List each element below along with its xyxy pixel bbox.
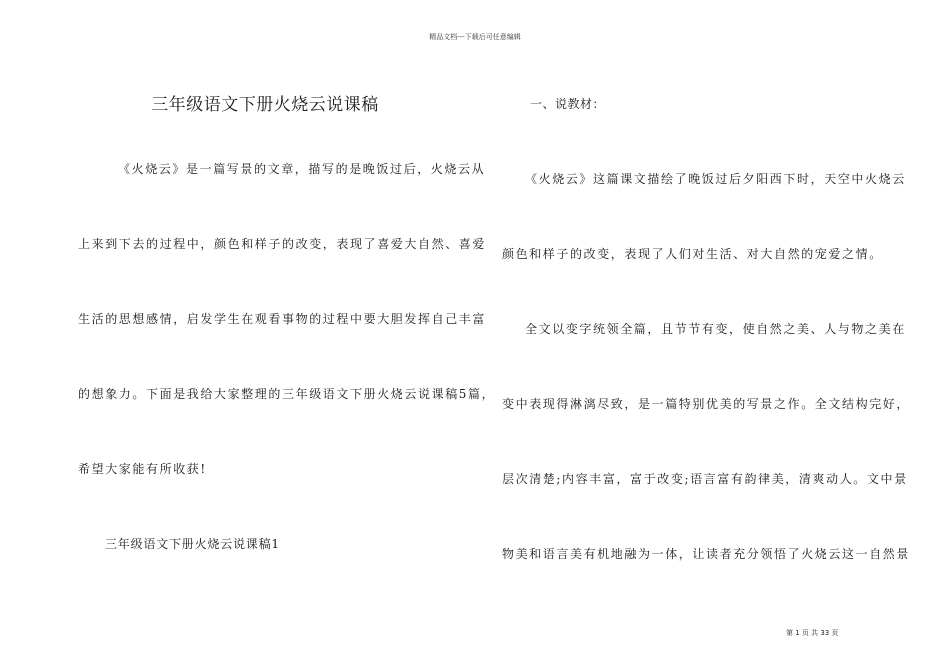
paragraph-line: 生活的思想感情，启发学生在观看事物的过程中要大胆发挥自己丰富	[78, 312, 487, 326]
document-title: 三年级语文下册火烧云说课稿	[151, 95, 379, 115]
paragraph-line: 变中表现得淋漓尽致，是一篇特别优美的写景之作。全文结构完好，	[502, 397, 911, 411]
page-footer: 第 1 页 共 33 页	[786, 629, 839, 637]
paragraph-line: 的想象力。下面是我给大家整理的三年级语文下册火烧云说课稿5篇，	[78, 387, 496, 401]
section-subheading: 三年级语文下册火烧云说课稿1	[105, 537, 280, 551]
paragraph-line: 层次清楚;内容丰富，富于改变;语言富有韵律美，清爽动人。文中景	[502, 472, 908, 486]
paragraph-line: 希望大家能有所收获!	[78, 462, 207, 476]
paragraph-line: 上来到下去的过程中，颜色和样子的改变，表现了喜爱大自然、喜爱	[78, 237, 487, 251]
paragraph-line: 《火烧云》这篇课文描绘了晚饭过后夕阳西下时，天空中火烧云	[525, 172, 906, 186]
paragraph-line: 全文以变字统领全篇，且节节有变，使自然之美、人与物之美在	[525, 322, 906, 336]
paragraph-line: 《火烧云》是一篇写景的文章，描写的是晚饭过后，火烧云从	[118, 162, 486, 176]
paragraph-line: 颜色和样子的改变，表现了人们对生活、对大自然的宠爱之情。	[502, 247, 883, 261]
section-heading: 一、说教材：	[530, 97, 606, 111]
header-note: 精品文档---下载后可任意编辑	[429, 33, 521, 41]
paragraph-line: 物美和语言美有机地融为一体，让读者充分领悟了火烧云这一自然景	[502, 547, 911, 561]
